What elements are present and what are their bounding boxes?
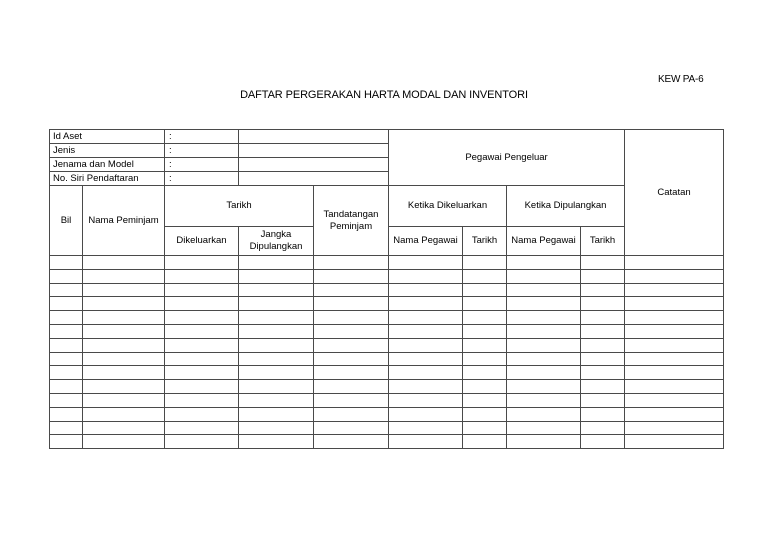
table-cell[interactable]: [50, 297, 83, 311]
header-nama-pegawai-dipulangkan: Nama Pegawai: [507, 227, 581, 256]
table-cell[interactable]: [581, 366, 625, 380]
table-cell[interactable]: [83, 352, 165, 366]
table-cell[interactable]: [625, 256, 724, 270]
table-row: [50, 297, 724, 311]
table-cell[interactable]: [314, 297, 389, 311]
table-cell[interactable]: [507, 269, 581, 283]
table-cell[interactable]: [239, 380, 314, 394]
table-cell[interactable]: [83, 269, 165, 283]
table-cell[interactable]: [50, 324, 83, 338]
table-cell[interactable]: [463, 366, 507, 380]
page-title: DAFTAR PERGERAKAN HARTA MODAL DAN INVENTORI: [240, 89, 528, 101]
field-label-jenis: Jenis: [50, 144, 165, 158]
asset-movement-table: [49, 129, 724, 449]
table-cell[interactable]: [389, 366, 463, 380]
table-cell[interactable]: [625, 311, 724, 325]
table-cell[interactable]: [50, 435, 83, 449]
table-cell[interactable]: [239, 338, 314, 352]
table-cell[interactable]: [50, 421, 83, 435]
table-cell[interactable]: [581, 338, 625, 352]
table-cell[interactable]: [507, 380, 581, 394]
header-tandatangan-peminjam: Tandatangan Peminjam: [314, 186, 389, 256]
table-cell[interactable]: [165, 380, 239, 394]
table-cell[interactable]: [389, 352, 463, 366]
header-bil: Bil: [50, 186, 83, 256]
table-row: [50, 324, 724, 338]
table-cell[interactable]: [314, 256, 389, 270]
table-cell[interactable]: [165, 256, 239, 270]
table-cell[interactable]: [625, 366, 724, 380]
table-cell[interactable]: [581, 380, 625, 394]
table-cell[interactable]: [83, 393, 165, 407]
table-cell[interactable]: [389, 380, 463, 394]
table-cell[interactable]: [239, 297, 314, 311]
table-cell[interactable]: [507, 352, 581, 366]
table-cell[interactable]: [463, 283, 507, 297]
table-row: [50, 311, 724, 325]
header-nama-pegawai-dikeluarkan: Nama Pegawai: [389, 227, 463, 256]
table-cell[interactable]: [507, 283, 581, 297]
table-cell[interactable]: [625, 324, 724, 338]
table-cell[interactable]: [239, 283, 314, 297]
table-cell[interactable]: [625, 338, 724, 352]
table-cell[interactable]: [165, 324, 239, 338]
field-value-jenis[interactable]: [239, 144, 389, 158]
table-cell[interactable]: [463, 393, 507, 407]
column-header-row: [50, 186, 724, 227]
header-tarikh: Tarikh: [165, 186, 314, 227]
table-cell[interactable]: [581, 283, 625, 297]
table-cell[interactable]: [83, 366, 165, 380]
table-cell[interactable]: [83, 311, 165, 325]
table-cell[interactable]: [389, 407, 463, 421]
header-nama-peminjam: Nama Peminjam: [83, 186, 165, 256]
table-cell[interactable]: [314, 435, 389, 449]
table-row: [50, 283, 724, 297]
table-cell[interactable]: [389, 338, 463, 352]
table-cell[interactable]: [314, 421, 389, 435]
header-jangka-dipulangkan: Jangka Dipulangkan: [239, 227, 314, 256]
table-cell[interactable]: [50, 256, 83, 270]
table-cell[interactable]: [389, 269, 463, 283]
table-cell[interactable]: [239, 421, 314, 435]
table-cell[interactable]: [165, 407, 239, 421]
table-cell[interactable]: [581, 324, 625, 338]
table-cell[interactable]: [507, 311, 581, 325]
header-catatan: Catatan: [625, 130, 724, 256]
table-cell[interactable]: [581, 407, 625, 421]
table-row: [50, 269, 724, 283]
table-cell[interactable]: [507, 256, 581, 270]
table-row: [50, 421, 724, 435]
table-cell[interactable]: [239, 256, 314, 270]
table-cell[interactable]: [625, 269, 724, 283]
table-cell[interactable]: [507, 421, 581, 435]
table-cell[interactable]: [507, 435, 581, 449]
table-cell[interactable]: [239, 324, 314, 338]
table-cell[interactable]: [581, 421, 625, 435]
table-row: [50, 393, 724, 407]
table-cell[interactable]: [50, 380, 83, 394]
table-cell[interactable]: [314, 283, 389, 297]
field-value-id-aset[interactable]: [239, 130, 389, 144]
table-cell[interactable]: [239, 407, 314, 421]
table-cell[interactable]: [463, 311, 507, 325]
field-colon: :: [165, 172, 239, 186]
field-label-id-aset: Id Aset: [50, 130, 165, 144]
table-cell[interactable]: [314, 366, 389, 380]
table-cell[interactable]: [314, 324, 389, 338]
table-cell[interactable]: [239, 435, 314, 449]
table-cell[interactable]: [83, 283, 165, 297]
table-cell[interactable]: [239, 366, 314, 380]
header-tarikh-dikeluarkan: Tarikh: [463, 227, 507, 256]
table-cell[interactable]: [625, 352, 724, 366]
table-cell[interactable]: [50, 366, 83, 380]
table-row: [50, 366, 724, 380]
table-cell[interactable]: [314, 380, 389, 394]
table-cell[interactable]: [463, 380, 507, 394]
table-row: [50, 256, 724, 270]
table-cell[interactable]: [165, 269, 239, 283]
header-pegawai-pengeluar: Pegawai Pengeluar: [389, 130, 625, 186]
table-cell[interactable]: [165, 393, 239, 407]
table-cell[interactable]: [463, 297, 507, 311]
header-dikeluarkan: Dikeluarkan: [165, 227, 239, 256]
table-cell[interactable]: [83, 421, 165, 435]
table-cell[interactable]: [581, 297, 625, 311]
table-cell[interactable]: [165, 283, 239, 297]
table-cell[interactable]: [507, 297, 581, 311]
table-cell[interactable]: [507, 366, 581, 380]
table-cell[interactable]: [463, 407, 507, 421]
form-code: KEW PA-6: [658, 74, 704, 85]
table-cell[interactable]: [50, 393, 83, 407]
table-cell[interactable]: [50, 269, 83, 283]
table-cell[interactable]: [581, 256, 625, 270]
table-cell[interactable]: [463, 435, 507, 449]
table-cell[interactable]: [165, 338, 239, 352]
field-colon: :: [165, 158, 239, 172]
table-cell[interactable]: [463, 421, 507, 435]
table-cell[interactable]: [389, 435, 463, 449]
table-cell[interactable]: [83, 338, 165, 352]
table-cell[interactable]: [239, 311, 314, 325]
table-cell[interactable]: [507, 338, 581, 352]
table-cell[interactable]: [389, 256, 463, 270]
table-row: [50, 380, 724, 394]
table-cell[interactable]: [50, 407, 83, 421]
table-cell[interactable]: [165, 352, 239, 366]
table-cell[interactable]: [314, 311, 389, 325]
table-cell[interactable]: [50, 283, 83, 297]
table-cell[interactable]: [83, 407, 165, 421]
table-cell[interactable]: [581, 269, 625, 283]
field-value-jenama-model[interactable]: [239, 158, 389, 172]
table-cell[interactable]: [389, 324, 463, 338]
table-cell[interactable]: [625, 407, 724, 421]
table-cell[interactable]: [463, 338, 507, 352]
table-cell[interactable]: [314, 269, 389, 283]
table-cell[interactable]: [625, 297, 724, 311]
table-cell[interactable]: [83, 324, 165, 338]
table-row: [50, 435, 724, 449]
table-cell[interactable]: [625, 283, 724, 297]
table-cell[interactable]: [165, 435, 239, 449]
header-tarikh-dipulangkan: Tarikh: [581, 227, 625, 256]
table-cell[interactable]: [463, 324, 507, 338]
table-cell[interactable]: [389, 297, 463, 311]
table-cell[interactable]: [314, 407, 389, 421]
table-cell[interactable]: [463, 269, 507, 283]
field-colon: :: [165, 144, 239, 158]
table-cell[interactable]: [625, 435, 724, 449]
field-label-no-siri: No. Siri Pendaftaran: [50, 172, 165, 186]
table-cell[interactable]: [83, 380, 165, 394]
table-cell[interactable]: [581, 311, 625, 325]
field-label-jenama-model: Jenama dan Model: [50, 158, 165, 172]
table-cell[interactable]: [83, 256, 165, 270]
table-cell[interactable]: [50, 311, 83, 325]
table-cell[interactable]: [83, 297, 165, 311]
table-cell[interactable]: [507, 393, 581, 407]
table-cell[interactable]: [625, 421, 724, 435]
table-cell[interactable]: [507, 407, 581, 421]
table-cell[interactable]: [50, 352, 83, 366]
header-ketika-dipulangkan: Ketika Dipulangkan: [507, 186, 625, 227]
table-cell[interactable]: [165, 311, 239, 325]
table-cell[interactable]: [165, 421, 239, 435]
table-cell[interactable]: [389, 393, 463, 407]
table-cell[interactable]: [239, 269, 314, 283]
table-cell[interactable]: [389, 421, 463, 435]
table-cell[interactable]: [389, 283, 463, 297]
table-cell[interactable]: [165, 366, 239, 380]
table-cell[interactable]: [507, 324, 581, 338]
table-cell[interactable]: [314, 338, 389, 352]
table-row: [50, 352, 724, 366]
table-cell[interactable]: [314, 352, 389, 366]
table-cell[interactable]: [239, 352, 314, 366]
table-cell[interactable]: [83, 435, 165, 449]
asset-info-row: [50, 130, 724, 144]
table-cell[interactable]: [389, 311, 463, 325]
table-row: [50, 338, 724, 352]
table-cell[interactable]: [314, 393, 389, 407]
header-ketika-dikeluarkan: Ketika Dikeluarkan: [389, 186, 507, 227]
table-cell[interactable]: [581, 435, 625, 449]
table-cell[interactable]: [50, 338, 83, 352]
table-cell[interactable]: [239, 393, 314, 407]
table-cell[interactable]: [581, 352, 625, 366]
table-cell[interactable]: [463, 256, 507, 270]
table-cell[interactable]: [165, 297, 239, 311]
table-row: [50, 407, 724, 421]
field-value-no-siri[interactable]: [239, 172, 389, 186]
table-cell[interactable]: [463, 352, 507, 366]
table-cell[interactable]: [625, 393, 724, 407]
field-colon: :: [165, 130, 239, 144]
table-cell[interactable]: [581, 393, 625, 407]
table-cell[interactable]: [625, 380, 724, 394]
